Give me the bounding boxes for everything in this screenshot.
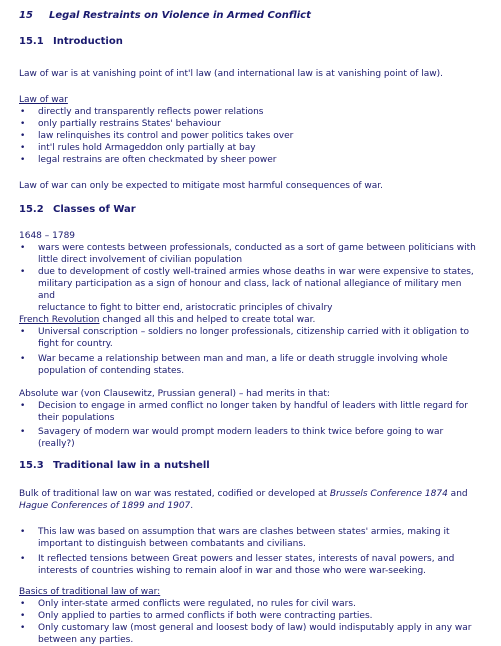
bullet-icon: •	[20, 155, 26, 165]
list-item: • Only applied to parties to armed conflicts if both were contracting parties.	[20, 611, 373, 621]
list-item: • War became a relationship between man and man, a life or death struggle involving whole population of contending states.	[20, 354, 448, 376]
brussels-conference: Brussels Conference 1874	[329, 489, 448, 499]
chapter-number: 15	[19, 10, 33, 21]
french-revolution-paragraph: French Revolution changed all this and helped to create total war.	[19, 315, 316, 325]
intro-paragraph: Law of war is at vanishing point of int'l law (and international law is at vanishing point of law).	[19, 69, 444, 79]
bullet-icon: •	[20, 401, 26, 411]
list-item: • Only inter-state armed conflicts were regulated, no rules for civil wars.	[20, 599, 356, 609]
section-number: 15.1	[19, 36, 44, 47]
section-heading-15-2	[19, 204, 136, 216]
basics-heading: Basics of traditional law of war:	[19, 587, 161, 597]
section-heading-15-1	[19, 36, 123, 48]
list-item: • directly and transparently reflects power relations	[20, 107, 264, 117]
bullet-icon: •	[20, 427, 26, 437]
bullet-icon: •	[20, 119, 26, 129]
french-revolution-list	[19, 326, 481, 377]
bullet-icon: •	[20, 623, 26, 633]
list-item: • law relinquishes its control and power politics takes over	[20, 131, 294, 141]
basics-list	[19, 598, 481, 646]
bullet-icon: •	[20, 143, 26, 153]
period-list	[19, 242, 481, 314]
law-of-war-list	[19, 106, 481, 166]
absolute-war-paragraph: Absolute war (von Clausewitz, Prussian general) – had merits in that:	[19, 389, 330, 399]
chapter-title: Legal Restraints on Violence in Armed Conflict	[49, 10, 311, 21]
list-item: • due to development of costly well-trained armies whose deaths in war were expensive to states, military participation as a sign of honour and class, lack of national allegiance of military men and reluctance to fight to bitter end, aristocratic principles of chivalry	[20, 267, 474, 313]
bullet-icon: •	[20, 327, 26, 337]
list-item: • Only customary law (most general and loosest body of law) would indisputably apply in any war between any parties.	[20, 623, 472, 645]
french-revolution-heading: French Revolution	[19, 315, 100, 325]
bullet-icon: •	[20, 599, 26, 609]
period-label: 1648 – 1789	[19, 231, 76, 241]
list-item: • int'l rules hold Armageddon only partially at bay	[20, 143, 256, 153]
list-item: • This law was based on assumption that wars are clashes between states' armies, making it important to distinguish between combatants and civilians.	[20, 527, 450, 549]
bullet-icon: •	[20, 611, 26, 621]
chapter-heading	[19, 10, 311, 22]
list-item: • Universal conscription – soldiers no longer professionals, citizenship carried with it obligation to fight for country.	[20, 327, 469, 349]
bullet-icon: •	[20, 267, 26, 277]
hague-conferences: Hague Conferences of 1899 and 1907	[19, 501, 191, 511]
bullet-icon: •	[20, 243, 26, 253]
bullet-icon: •	[20, 527, 26, 537]
bullet-icon: •	[20, 131, 26, 141]
list-item: • wars were contests between professionals, conducted as a sort of game between politicians with little direct involvement of civilian population	[20, 243, 476, 265]
list-item: • only partially restrains States' behaviour	[20, 119, 221, 129]
traditional-law-list	[19, 526, 481, 577]
bullet-icon: •	[20, 554, 26, 564]
section-number: 15.2	[19, 204, 44, 215]
conclusion-paragraph: Law of war can only be expected to mitigate most harmful consequences of war.	[19, 181, 383, 191]
list-item: • Savagery of modern war would prompt modern leaders to think twice before going to war (really?)	[20, 427, 444, 449]
section-title: Traditional law in a nutshell	[53, 460, 210, 471]
list-item: • legal restrains are often checkmated by sheer power	[20, 155, 277, 165]
law-of-war-heading: Law of war	[19, 95, 68, 105]
section-title: Classes of War	[53, 204, 136, 215]
section-heading-15-3	[19, 460, 210, 472]
list-item: • It reflected tensions between Great powers and lesser states, interests of naval powers, and interests of countries wishing to remain aloof in war and those who were war-seeking.	[20, 554, 455, 576]
list-item: • Decision to engage in armed conflict no longer taken by handful of leaders with little regard for their populations	[20, 401, 468, 423]
bullet-icon: •	[20, 354, 26, 364]
bullet-icon: •	[20, 107, 26, 117]
absolute-war-list	[19, 400, 481, 450]
bulk-paragraph: Bulk of traditional law on war was restated, codified or developed at Brussels Conference 1874 and Hague Conferences of 1899 and 1907.	[19, 489, 468, 511]
section-title: Introduction	[53, 36, 123, 47]
section-number: 15.3	[19, 460, 44, 471]
